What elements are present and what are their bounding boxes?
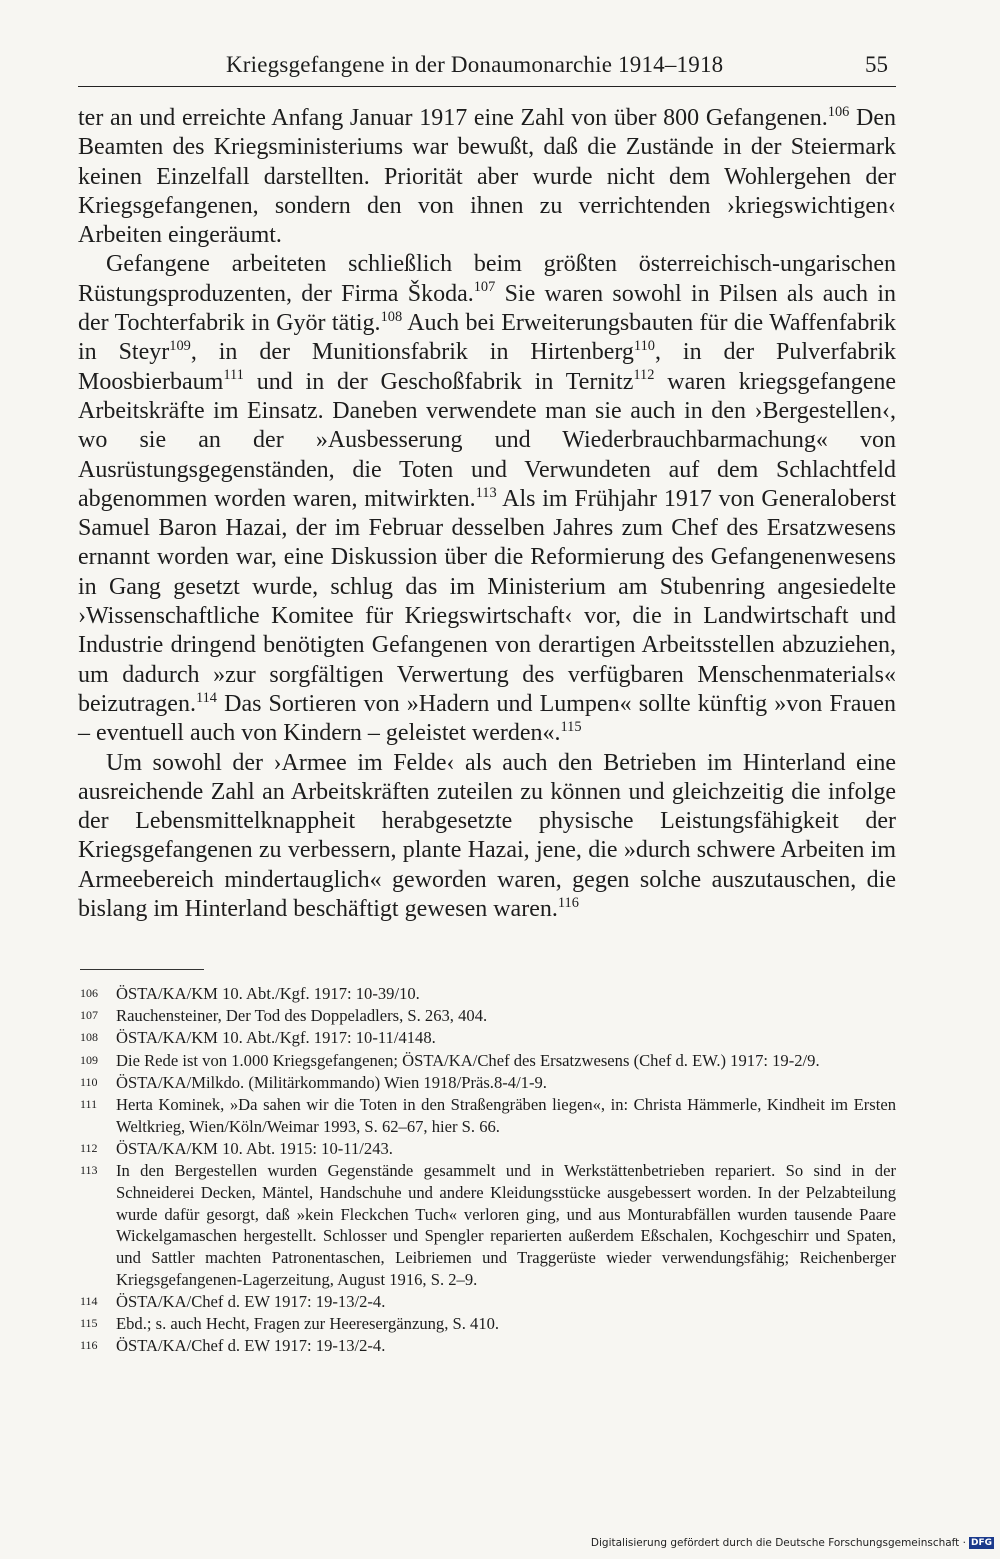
footnote-number: 115 [80,1316,98,1331]
footnote [80,1313,896,1335]
footnote-ref: 115 [560,718,582,735]
footnote-text: ÖSTA/KA/KM 10. Abt./Kgf. 1917: 10-39/10. [116,984,420,1003]
footnotes [80,983,896,1357]
footnote-text: ÖSTA/KA/Chef d. EW 1917: 19-13/2-4. [116,1291,386,1311]
footnote-ref: 110 [633,338,655,355]
footnote [80,1027,896,1049]
footnote-number: 113 [80,1163,98,1178]
footnote-ref: 114 [195,689,217,706]
paragraph-2: Gefangene arbeiteten schließlich beim größten österreichisch-ungarischen Rüstungsproduzenten, der Firma Škoda.$^{107}$ Sie waren sowohl in Pilsen als auch in der Tochterfabrik in Györ tätig.$^{108}$ Auch bei Erweiterungsbauten für die Waffenfabrik in Steyr$^{109}$, in der Munitionsfabrik in Hirtenberg$^{110}$, in der Pulverfabrik Moosbierbaum$^{111}$ und in der Geschoßfabrik in Ternitz$^{112}$ waren kriegsgefangene Arbeitskräfte im Einsatz. Daneben verwendete man sie auch in den ›Bergestellen‹, wo sie an der »Ausbesserung und Wiederbrauchbarmachung« von Ausrüstungsgegenständen, die Toten und Verwundeten auf dem Schlachtfeld abgenommen worden waren, mitwirkten.$^{113}$ Als im Frühjahr 1917 von Generaloberst Samuel Baron Hazai, der im Februar desselben Jahres zum Chef des Ersatzwesens ernannt worden war, eine Diskussion über die Reformierung des Gefangenenwesens in Gang gesetzt wurde, schlug das im Ministerium am Stubenring angesiedelte ›Wissenschaftliche Komitee für Kriegswirtschaft‹ vor, die in Landwirtschaft und Industrie dringend benötigten Gefangenen von derartigen Arbeitsstellen abzuziehen, um dadurch »zur sorgfältigen Verwertung des verfügbaren Menschenmaterials« beizutragen.$^{114}$ Das Sortieren von »Hadern und Lumpen« sollte künftig »von Frauen – eventuell auch von Kindern – geleistet werden«.$^{115}$ [78,251,897,747]
footnote-text: Ebd.; s. auch Hecht, Fragen zur Heeresergänzung, S. 410. [116,1314,500,1334]
footnote-text: Herta Kominek, »Da sahen wir die Toten in den Straßengräben liegen«, in: Christa Hämmerle, Kindheit im Ersten Weltkrieg, Wien/Köln/Weimar 1993, S. 62–67, hier S. 66. [116,1095,896,1136]
footnote [80,1160,896,1290]
footnote-ref: 112 [633,367,655,384]
footnote [80,1291,896,1313]
footnote-ref: 106 [827,103,850,120]
main-text [78,104,896,924]
footnote-text: In den Bergestellen wurden Gegenstände gesammelt und in Werkstättenbetrieben repariert. So sind in der Schneiderei Decken, Mäntel, Handschuhe und andere Kleidungsstücke ausgebessert worden. In der Pelzabteilung wurde dafür gesorgt, daß »kein Fleckchen Tuch« verloren ging, und aus Monturabfällen wurden tausende Paare Wickelgamaschen hergestellt. Schlosser und Spengler reparierten außerdem Eßschalen, Kochgeschirr und Spaten, und Sattler machten Patronentaschen, Leibriemen und Traggerüste wieder verwendungsfähig; Reichenberger Kriegsgefangenen-Lagerzeitung, August 1916, S. 2–9. [116,1161,896,1289]
footnote-ref: 111 [223,367,244,384]
footnote [80,1335,896,1357]
footnote-text: ÖSTA/KA/Milkdo. (Militärkommando) Wien 1918/Präs.8-4/1-9. [116,1072,547,1092]
footnote-number: 106 [80,986,98,1000]
digitization-credit [591,1537,994,1549]
footnote-text: ÖSTA/KA/Chef d. EW 1917: 19-13/2-4. [116,1336,386,1356]
footnote [80,1050,896,1072]
page-number: 55 [865,52,888,77]
running-title: Kriegsgefangene in der Donaumonarchie 1914–1918 [226,52,724,77]
footnote-number: 107 [80,1008,98,1023]
footnote-number: 110 [80,1074,98,1089]
footnote-text: Die Rede ist von 1.000 Kriegsgefangenen; ÖSTA/KA/Chef des Ersatzwesens (Chef d. EW.) 1917: 19-2/9. [116,1050,820,1070]
footnote-text: ÖSTA/KA/KM 10. Abt. 1915: 10-11/243. [116,1138,393,1158]
footnote-number: 109 [80,1052,98,1067]
footnote [80,983,896,1005]
footnote-separator [80,969,204,970]
footnote-number: 111 [80,1097,98,1112]
footnote-ref: 113 [475,484,497,501]
footnote-text: Rauchensteiner, Der Tod des Doppeladlers, S. 263, 404. [116,1006,488,1026]
footnote-number: 114 [80,1293,98,1308]
footnote [80,1094,896,1137]
paragraph-3: Um sowohl der ›Armee im Felde‹ als auch den Betrieben im Hinterland eine ausreichende Zahl an Arbeitskräften zuteilen zu können und gleichzeitig die infolge der Lebensmittelknappheit herabgesetzte physische Leistungsfähigkeit der Kriegsgefangenen zu verbessern, plante Hazai, jene, die »durch schwere Arbeiten im Armeebereich mindertauglich« geworden waren, gegen solche auszutauschen, die bislang im Hinterland beschäftigt gewesen waren.$^{116}$ [78,749,896,923]
footnote-text: ÖSTA/KA/KM 10. Abt./Kgf. 1917: 10-11/4148. [116,1028,436,1048]
footnote-ref: 109 [169,338,191,355]
paragraph-1: ter an und erreichte Anfang Januar 1917 eine Zahl von über 800 Gefangenen.$^{106}$ Den Beamten des Kriegsministeriums war bewußt, daß die Zustände in der Steiermark keinen Einzelfall darstellten. Priorität aber wurde nicht dem Wohlergehen der Kriegsgefangenen, sondern den von ihnen zu verrichtenden ›kriegswichtigen‹ Arbeiten eingeräumt. [78,103,896,249]
footnote [80,1005,896,1027]
footnote [80,1072,896,1094]
footnote-number: 116 [80,1338,98,1353]
footnote-number: 112 [80,1140,98,1155]
footnote-ref: 107 [473,279,496,296]
footnote-number: 108 [80,1030,98,1045]
footnote-ref: 116 [557,894,579,911]
footnote-ref: 108 [380,308,403,325]
footnote [80,1138,896,1160]
running-header [78,52,896,87]
dfg-logo-icon: DFG [970,1538,992,1548]
credit-text: Digitalisierung gefördert durch die Deutsche Forschungsgemeinschaft · [590,1537,966,1549]
